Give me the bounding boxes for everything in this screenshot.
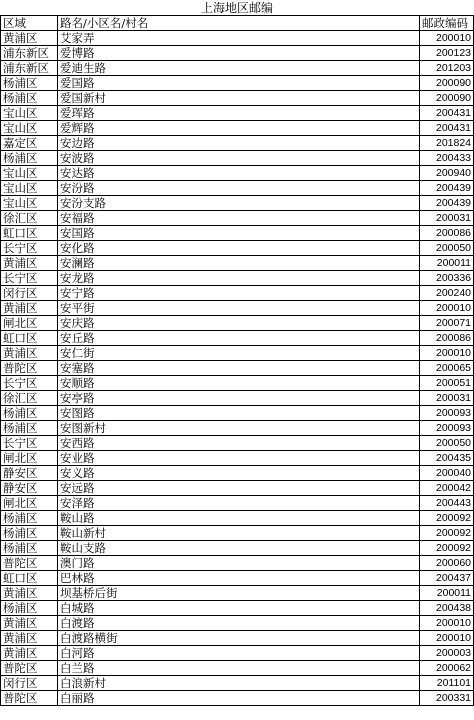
postcode-cell[interactable]: 200060 [420,556,474,571]
district-cell[interactable]: 杨浦区 [1,76,58,91]
district-cell[interactable]: 黄浦区 [1,616,58,631]
postcode-cell[interactable]: 200093 [420,421,474,436]
district-cell[interactable]: 闵行区 [1,676,58,691]
table-row [1,571,474,586]
table-row [1,256,474,271]
postcode-cell[interactable]: 200435 [420,451,474,466]
road-cell[interactable]: 安顺路 [58,376,420,391]
road-cell[interactable]: 安化路 [58,241,420,256]
postcode-cell[interactable]: 200092 [420,511,474,526]
road-cell[interactable]: 白兰路 [58,661,420,676]
table-row [1,31,474,46]
postcode-cell[interactable]: 200090 [420,91,474,106]
header-postcode[interactable]: 邮政编码 [420,16,474,31]
district-cell[interactable]: 虹口区 [1,226,58,241]
district-cell[interactable]: 黄浦区 [1,256,58,271]
district-cell[interactable]: 长宁区 [1,436,58,451]
postcode-cell[interactable]: 201203 [420,61,474,76]
table-row [1,616,474,631]
postcode-cell[interactable]: 200431 [420,106,474,121]
postcode-cell[interactable]: 200062 [420,661,474,676]
postcode-cell[interactable]: 200010 [420,616,474,631]
road-cell[interactable]: 鞍山路 [58,511,420,526]
postcode-cell[interactable]: 200090 [420,76,474,91]
sheet-title[interactable]: 上海地区邮编 [1,0,474,16]
table-row [1,511,474,526]
district-cell[interactable]: 黄浦区 [1,631,58,646]
table-row [1,46,474,61]
header-road[interactable]: 路名/小区名/村名 [58,16,420,31]
table-row [1,226,474,241]
road-cell[interactable]: 安平街 [58,301,420,316]
table-row [1,646,474,661]
postcode-cell[interactable]: 201824 [420,136,474,151]
road-cell[interactable]: 安福路 [58,211,420,226]
district-cell[interactable]: 杨浦区 [1,151,58,166]
postcode-cell[interactable]: 200443 [420,496,474,511]
road-cell[interactable]: 爱珲路 [58,106,420,121]
postcode-cell[interactable]: 200051 [420,376,474,391]
title-row [1,0,474,16]
road-cell[interactable]: 安龙路 [58,271,420,286]
road-cell[interactable]: 白河路 [58,646,420,661]
district-cell[interactable]: 宝山区 [1,166,58,181]
table-row [1,451,474,466]
table-body [1,31,474,706]
district-cell[interactable]: 杨浦区 [1,511,58,526]
postcode-cell[interactable]: 200438 [420,601,474,616]
road-cell[interactable]: 安泽路 [58,496,420,511]
road-cell[interactable]: 安达路 [58,166,420,181]
district-cell[interactable]: 浦东新区 [1,46,58,61]
road-cell[interactable]: 白渡路 [58,616,420,631]
table-row [1,61,474,76]
road-cell[interactable]: 安西路 [58,436,420,451]
table-row [1,691,474,706]
table-row [1,526,474,541]
postcode-cell[interactable]: 201101 [420,676,474,691]
road-cell[interactable]: 安汾路 [58,181,420,196]
postcode-cell[interactable]: 200123 [420,46,474,61]
header-district[interactable]: 区域 [1,16,58,31]
postcode-cell[interactable]: 200042 [420,481,474,496]
table-row [1,106,474,121]
table-row [1,601,474,616]
district-cell[interactable]: 杨浦区 [1,601,58,616]
road-cell[interactable]: 安业路 [58,451,420,466]
road-cell[interactable]: 安丘路 [58,331,420,346]
table-row [1,541,474,556]
road-cell[interactable]: 白丽路 [58,691,420,706]
district-cell[interactable]: 徐汇区 [1,391,58,406]
postcode-cell[interactable]: 200240 [420,286,474,301]
district-cell[interactable]: 杨浦区 [1,526,58,541]
postcode-cell[interactable]: 200092 [420,541,474,556]
table-row [1,361,474,376]
district-cell[interactable]: 闸北区 [1,451,58,466]
table-row [1,76,474,91]
table-row [1,661,474,676]
table-row [1,676,474,691]
postcode-cell[interactable]: 200011 [420,586,474,601]
district-cell[interactable]: 闵行区 [1,286,58,301]
road-cell[interactable]: 安义路 [58,466,420,481]
district-cell[interactable]: 黄浦区 [1,301,58,316]
table-row [1,406,474,421]
road-cell[interactable]: 爱博路 [58,46,420,61]
road-cell[interactable]: 安澜路 [58,256,420,271]
district-cell[interactable]: 黄浦区 [1,586,58,601]
district-cell[interactable]: 宝山区 [1,181,58,196]
road-cell[interactable]: 鞍山新村 [58,526,420,541]
table-row [1,286,474,301]
table-row [1,496,474,511]
table-row [1,316,474,331]
postcode-cell[interactable]: 200031 [420,211,474,226]
district-cell[interactable]: 静安区 [1,481,58,496]
table-row [1,196,474,211]
table-row [1,436,474,451]
district-cell[interactable]: 宝山区 [1,121,58,136]
table-row [1,136,474,151]
postcode-cell[interactable]: 200439 [420,181,474,196]
road-cell[interactable]: 白浪新村 [58,676,420,691]
postcode-cell[interactable]: 200092 [420,526,474,541]
district-cell[interactable]: 闸北区 [1,496,58,511]
postcode-cell[interactable]: 200431 [420,121,474,136]
table-row [1,121,474,136]
road-cell[interactable]: 爱国路 [58,76,420,91]
postcode-cell[interactable]: 200050 [420,436,474,451]
table-row [1,631,474,646]
district-cell[interactable]: 静安区 [1,466,58,481]
table-row [1,301,474,316]
district-cell[interactable]: 杨浦区 [1,541,58,556]
postcode-cell[interactable]: 200940 [420,166,474,181]
postcode-cell[interactable]: 200010 [420,346,474,361]
postcode-cell[interactable]: 200086 [420,331,474,346]
table-row [1,271,474,286]
table-row [1,481,474,496]
postcode-cell[interactable]: 200093 [420,406,474,421]
road-cell[interactable]: 安边路 [58,136,420,151]
road-cell[interactable]: 安亭路 [58,391,420,406]
district-cell[interactable]: 长宁区 [1,241,58,256]
district-cell[interactable]: 长宁区 [1,271,58,286]
postcode-cell[interactable]: 200010 [420,31,474,46]
district-cell[interactable]: 长宁区 [1,376,58,391]
postcode-cell[interactable]: 200437 [420,571,474,586]
road-cell[interactable]: 安图路 [58,406,420,421]
table-row [1,391,474,406]
postcode-cell[interactable]: 200003 [420,646,474,661]
district-cell[interactable]: 徐汇区 [1,211,58,226]
district-cell[interactable]: 宝山区 [1,106,58,121]
postcode-cell[interactable]: 200011 [420,256,474,271]
table-row [1,466,474,481]
table-row [1,91,474,106]
district-cell[interactable]: 普陀区 [1,661,58,676]
postcode-cell[interactable]: 200433 [420,151,474,166]
road-cell[interactable]: 坝基桥后街 [58,586,420,601]
table-row [1,346,474,361]
table-row [1,421,474,436]
postcode-cell[interactable]: 200010 [420,631,474,646]
postcode-cell[interactable]: 200050 [420,241,474,256]
table-row [1,211,474,226]
district-cell[interactable]: 宝山区 [1,196,58,211]
table-row [1,376,474,391]
district-cell[interactable]: 浦东新区 [1,61,58,76]
road-cell[interactable]: 安远路 [58,481,420,496]
district-cell[interactable]: 普陀区 [1,556,58,571]
road-cell[interactable]: 安塞路 [58,361,420,376]
table-row [1,241,474,256]
postcode-cell[interactable]: 200086 [420,226,474,241]
postcode-cell[interactable]: 200439 [420,196,474,211]
road-cell[interactable]: 安国路 [58,226,420,241]
district-cell[interactable]: 黄浦区 [1,646,58,661]
road-cell[interactable]: 爱国新村 [58,91,420,106]
table-row [1,151,474,166]
postcode-cell[interactable]: 200336 [420,271,474,286]
district-cell[interactable]: 闸北区 [1,316,58,331]
district-cell[interactable]: 杨浦区 [1,91,58,106]
header-row [1,16,474,31]
district-cell[interactable]: 嘉定区 [1,136,58,151]
postcode-cell[interactable]: 200331 [420,691,474,706]
district-cell[interactable]: 黄浦区 [1,346,58,361]
table-row [1,556,474,571]
postcode-cell[interactable]: 200071 [420,316,474,331]
road-cell[interactable]: 白渡路横街 [58,631,420,646]
road-cell[interactable]: 安波路 [58,151,420,166]
road-cell[interactable]: 安图新村 [58,421,420,436]
district-cell[interactable]: 杨浦区 [1,406,58,421]
district-cell[interactable]: 杨浦区 [1,421,58,436]
road-cell[interactable]: 安宁路 [58,286,420,301]
road-cell[interactable]: 艾家弄 [58,31,420,46]
postcode-cell[interactable]: 200065 [420,361,474,376]
postcode-cell[interactable]: 200010 [420,301,474,316]
district-cell[interactable]: 普陀区 [1,361,58,376]
district-cell[interactable]: 普陀区 [1,691,58,706]
road-cell[interactable]: 安庆路 [58,316,420,331]
postcode-cell[interactable]: 200040 [420,466,474,481]
table-row [1,181,474,196]
district-cell[interactable]: 虹口区 [1,571,58,586]
road-cell[interactable]: 澳门路 [58,556,420,571]
table-row [1,586,474,601]
road-cell[interactable]: 爱迪生路 [58,61,420,76]
road-cell[interactable]: 安仁街 [58,346,420,361]
district-cell[interactable]: 虹口区 [1,331,58,346]
postcode-cell[interactable]: 200031 [420,391,474,406]
table-row [1,331,474,346]
road-cell[interactable]: 鞍山支路 [58,541,420,556]
road-cell[interactable]: 白城路 [58,601,420,616]
table-row [1,166,474,181]
road-cell[interactable]: 安汾支路 [58,196,420,211]
road-cell[interactable]: 巴林路 [58,571,420,586]
district-cell[interactable]: 黄浦区 [1,31,58,46]
road-cell[interactable]: 爱辉路 [58,121,420,136]
